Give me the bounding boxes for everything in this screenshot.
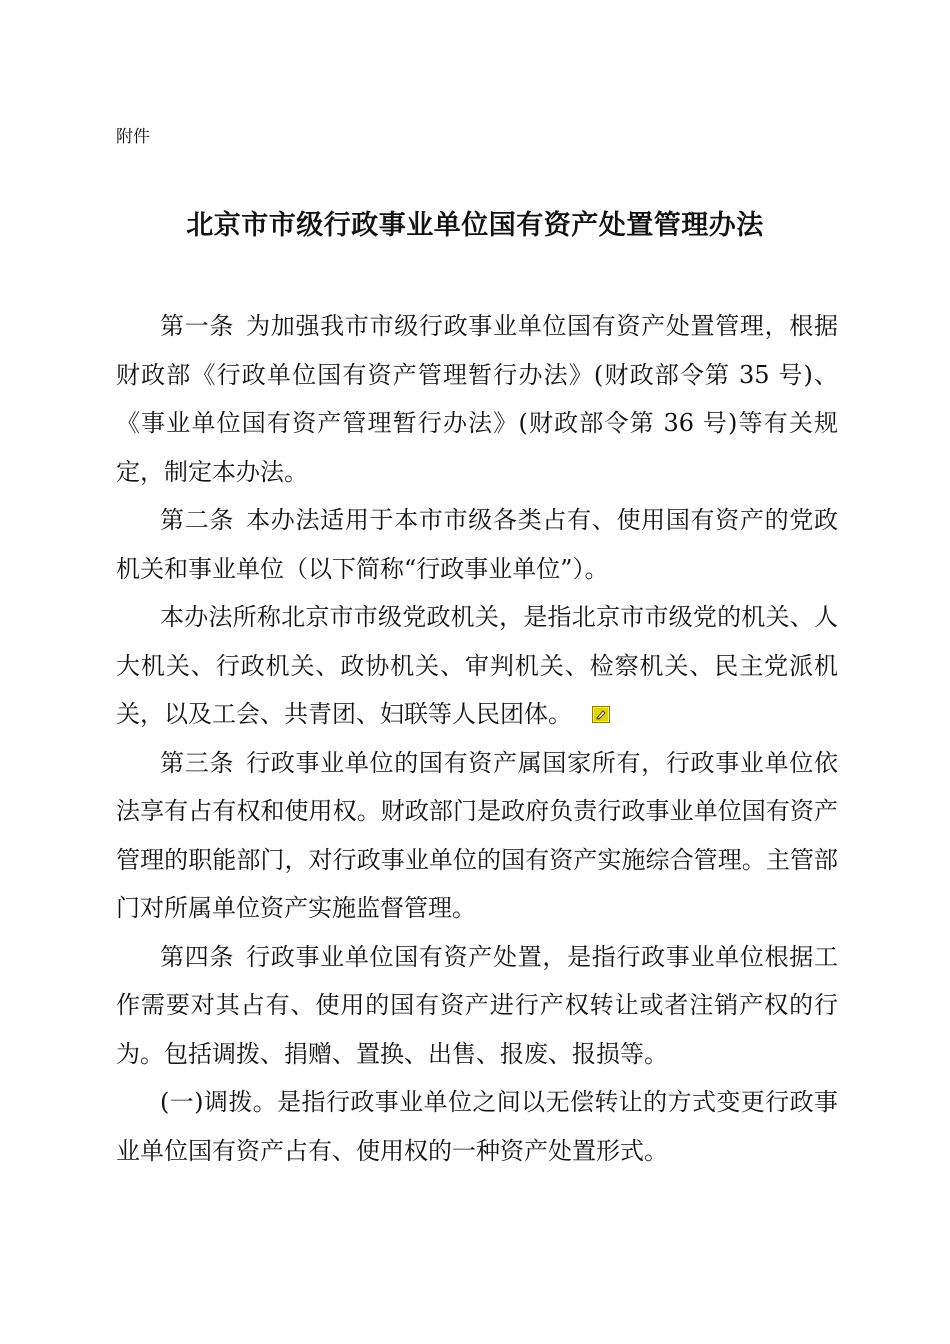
article-number: 第三条 (160, 748, 235, 777)
article-text: 行政事业单位国有资产处置，是指行政事业单位根据工作需要对其占有、使用的国有资产进行产权转让或者注销产权的行为。包括调拨、捐赠、置换、出售、报废、报损等。 (116, 942, 838, 1068)
article-1-paragraph (116, 302, 838, 496)
article-text: 行政事业单位的国有资产属国家所有，行政事业单位依法享有占有权和使用权。财政部门是政府负责行政事业单位国有资产管理的职能部门，对行政事业单位的国有资产实施综合管理。主管部门对所属单位资产实施监督管理。 (116, 748, 838, 922)
article-2-subparagraph (116, 593, 838, 739)
article-4-item-1 (116, 1078, 838, 1175)
article-3-paragraph (116, 739, 838, 933)
document-body (116, 302, 838, 1175)
document-title: 北京市市级行政事业单位国有资产处置管理办法 (186, 210, 764, 241)
article-number: 第四条 (160, 942, 235, 971)
article-number: 第一条 (160, 312, 235, 340)
article-4-paragraph (116, 933, 838, 1079)
article-2-paragraph (116, 496, 838, 593)
article-number: 第二条 (160, 506, 235, 534)
attachment-label: 附件 (116, 127, 150, 147)
article-text: 本办法所称北京市市级党政机关，是指北京市市级党的机关、人大机关、行政机关、政协机关、审判机关、检察机关、民主党派机关，以及工会、共青团、妇联等人民团体。 (116, 603, 838, 728)
comment-marker-icon[interactable] (592, 706, 610, 723)
article-text: 为加强我市市级行政事业单位国有资产处置管理，根据财政部《行政单位国有资产管理暂行办法》(财政部令第 35 号)、《事业单位国有资产管理暂行办法》(财政部令第 36 号)等有关规定，制定本办法。 (116, 312, 838, 486)
article-text: 本办法适用于本市市级各类占有、使用国有资产的党政机关和事业单位（以下简称“行政事业单位”）。 (116, 506, 838, 583)
article-text: (一)调拨。是指行政事业单位之间以无偿转让的方式变更行政事业单位国有资产占有、使用权的一种资产处置形式。 (116, 1088, 838, 1165)
